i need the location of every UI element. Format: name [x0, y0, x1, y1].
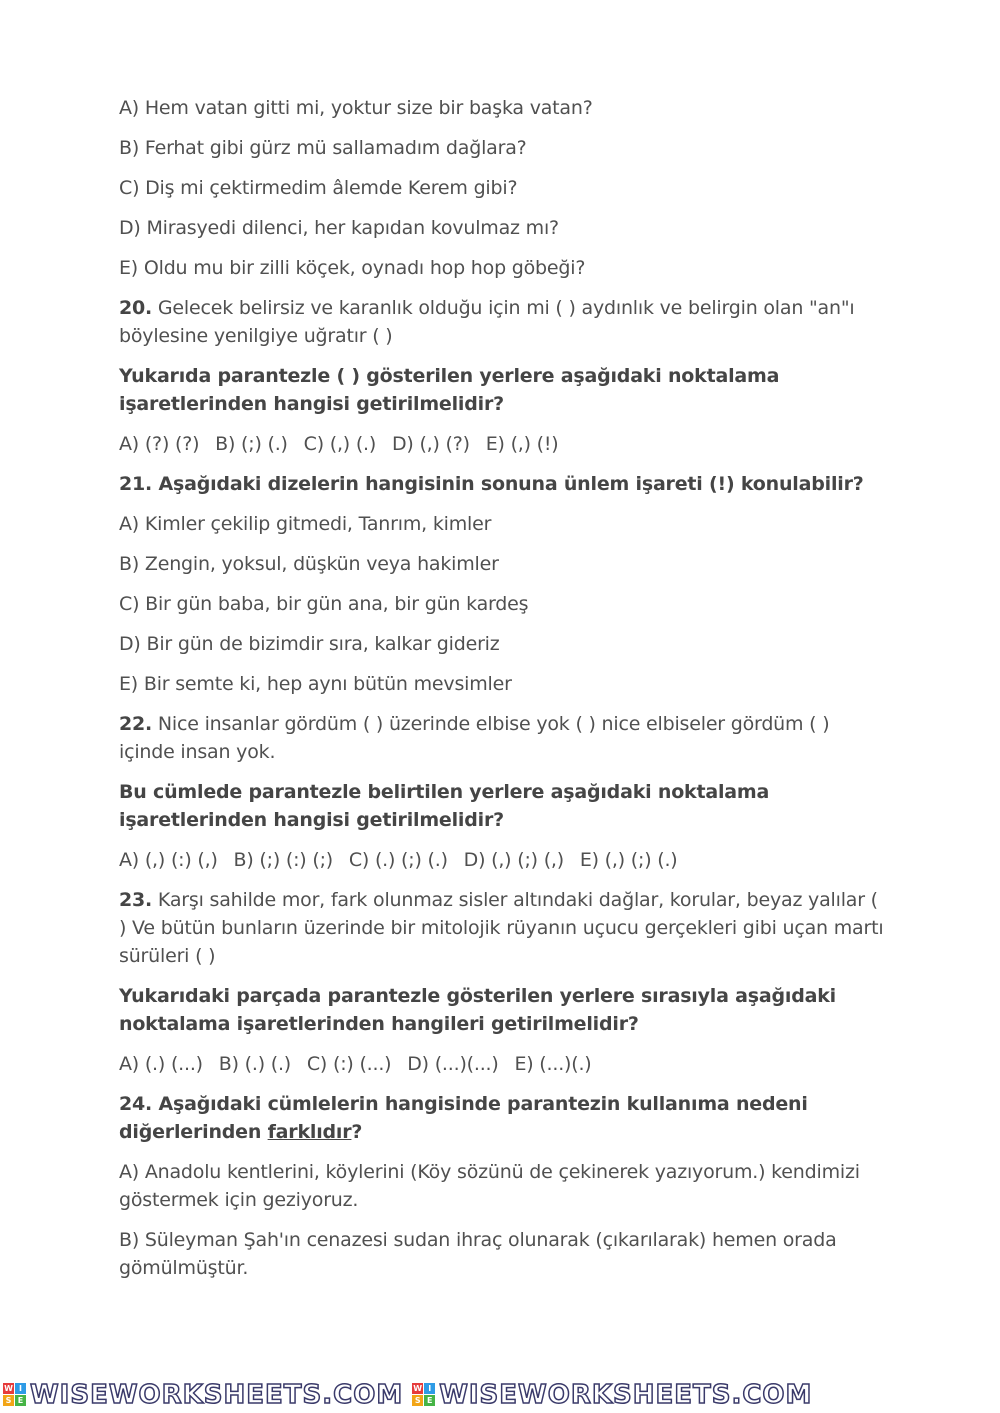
logo-square-w: W: [413, 1384, 423, 1393]
q21-option-b: B) Zengin, yoksul, düşkün veya hakimler: [119, 553, 499, 575]
q23-option-e: E) (...)(.): [514, 1053, 592, 1075]
logo-square-w: W: [4, 1384, 13, 1393]
worksheet-content: [119, 94, 889, 1294]
q23-body: Karşı sahilde mor, fark olunmaz sisler altındaki dağlar, korular, beyaz yalılar ( ) Ve bütün bunların üzerinde bir mitolojik rüyanın uçucu gerçekleri gibi uçan martı sürüleri ( ): [119, 889, 884, 967]
q22-option-c: C) (.) (;) (.): [348, 849, 448, 871]
q21-option-e: E) Bir semte ki, hep aynı bütün mevsimler: [119, 673, 512, 695]
q24-option-a: A) Anadolu kentlerini, köylerini (Köy sözünü de çekinerek yazıyorum.) kendimizi göstermek için geziyoruz.: [119, 1161, 860, 1211]
footer-logo-2: [409, 1380, 812, 1410]
q21-option-a: A) Kimler çekilip gitmedi, Tanrım, kimler: [119, 513, 492, 535]
q21-question: 21. Aşağıdaki dizelerin hangisinin sonuna ünlem işareti (!) konulabilir?: [119, 473, 864, 495]
q24-option-b: B) Süleyman Şah'ın cenazesi sudan ihraç olunarak (çıkarılarak) hemen orada gömülmüştür.: [119, 1229, 837, 1279]
q22-text: [119, 710, 889, 766]
logo-text: WISEWORKSHEETS.COM: [30, 1379, 404, 1410]
q23-option-a: A) (.) (...): [119, 1053, 203, 1075]
q23-option-c: C) (:) (...): [306, 1053, 392, 1075]
q20-option-e: E) (,) (!): [485, 433, 559, 455]
q20-option-a: A) (?) (?): [119, 433, 200, 455]
q22-number: 22.: [119, 713, 153, 735]
q20-option-d: D) (,) (?): [391, 433, 470, 455]
q23-option-d: D) (...)(...): [407, 1053, 499, 1075]
q22-option-e: E) (,) (;) (.): [579, 849, 678, 871]
q20-body: Gelecek belirsiz ve karanlık olduğu için mi ( ) aydınlık ve belirgin olan "an"ı böylesine yenilgiye uğratır ( ): [119, 297, 855, 347]
q19-option-d: D) Mirasyedi dilenci, her kapıdan kovulmaz mı?: [119, 217, 559, 239]
q24-question-underlined: farklıdır: [267, 1121, 352, 1143]
q20-number: 20.: [119, 297, 153, 319]
q22-body: Nice insanlar gördüm ( ) üzerinde elbise yok ( ) nice elbiseler gördüm ( ) içinde insan yok.: [119, 713, 830, 763]
logo-square-s: S: [412, 1395, 423, 1406]
footer-logo-1: [0, 1380, 403, 1410]
q19-option-c: C) Diş mi çektirmedim âlemde Kerem gibi?: [119, 177, 518, 199]
q23-number: 23.: [119, 889, 153, 911]
q21-option-c: C) Bir gün baba, bir gün ana, bir gün kardeş: [119, 593, 529, 615]
logo-square-e: E: [15, 1395, 26, 1406]
q23-question: Yukarıdaki parçada parantezle gösterilen yerlere sırasıyla aşağıdaki noktalama işaretlerinden hangileri getirilmelidir?: [119, 985, 836, 1035]
q20-text: [119, 294, 889, 350]
q23-options: [119, 1050, 889, 1078]
q24-question-start: 24. Aşağıdaki cümlelerin hangisinde parantezin kullanıma nedeni diğerlerinden: [119, 1093, 808, 1143]
q22-option-a: A) (,) (:) (,): [119, 849, 218, 871]
logo-square-e: E: [424, 1395, 435, 1406]
q19-option-b: B) Ferhat gibi gürz mü sallamadım dağlara?: [119, 137, 527, 159]
q20-option-b: B) (;) (.): [215, 433, 288, 455]
logo-text: WISEWORKSHEETS.COM: [439, 1379, 813, 1410]
q20-option-c: C) (,) (.): [303, 433, 377, 455]
footer-watermark: [0, 1376, 1000, 1413]
q22-options: [119, 846, 889, 874]
logo-grid-icon: [412, 1383, 435, 1406]
q20-options: [119, 430, 889, 458]
q22-question: Bu cümlede parantezle belirtilen yerlere aşağıdaki noktalama işaretlerinden hangisi getirilmelidir?: [119, 781, 770, 831]
q24-question: [119, 1090, 889, 1146]
q21-option-d: D) Bir gün de bizimdir sıra, kalkar gideriz: [119, 633, 500, 655]
logo-grid-icon: [3, 1383, 26, 1406]
logo-square-i: I: [15, 1383, 26, 1394]
logo-square-i: I: [424, 1383, 435, 1394]
q24-question-end: ?: [351, 1121, 363, 1143]
q22-option-b: B) (;) (:) (;): [233, 849, 333, 871]
logo-square-s: S: [3, 1395, 14, 1406]
q20-question: Yukarıda parantezle ( ) gösterilen yerlere aşağıdaki noktalama işaretlerinden hangisi getirilmelidir?: [119, 365, 780, 415]
q19-option-e: E) Oldu mu bir zilli köçek, oynadı hop hop göbeği?: [119, 257, 586, 279]
q23-option-b: B) (.) (.): [218, 1053, 292, 1075]
q19-option-a: A) Hem vatan gitti mi, yoktur size bir başka vatan?: [119, 97, 593, 119]
q22-option-d: D) (,) (;) (,): [463, 849, 564, 871]
q23-text: [119, 886, 889, 970]
